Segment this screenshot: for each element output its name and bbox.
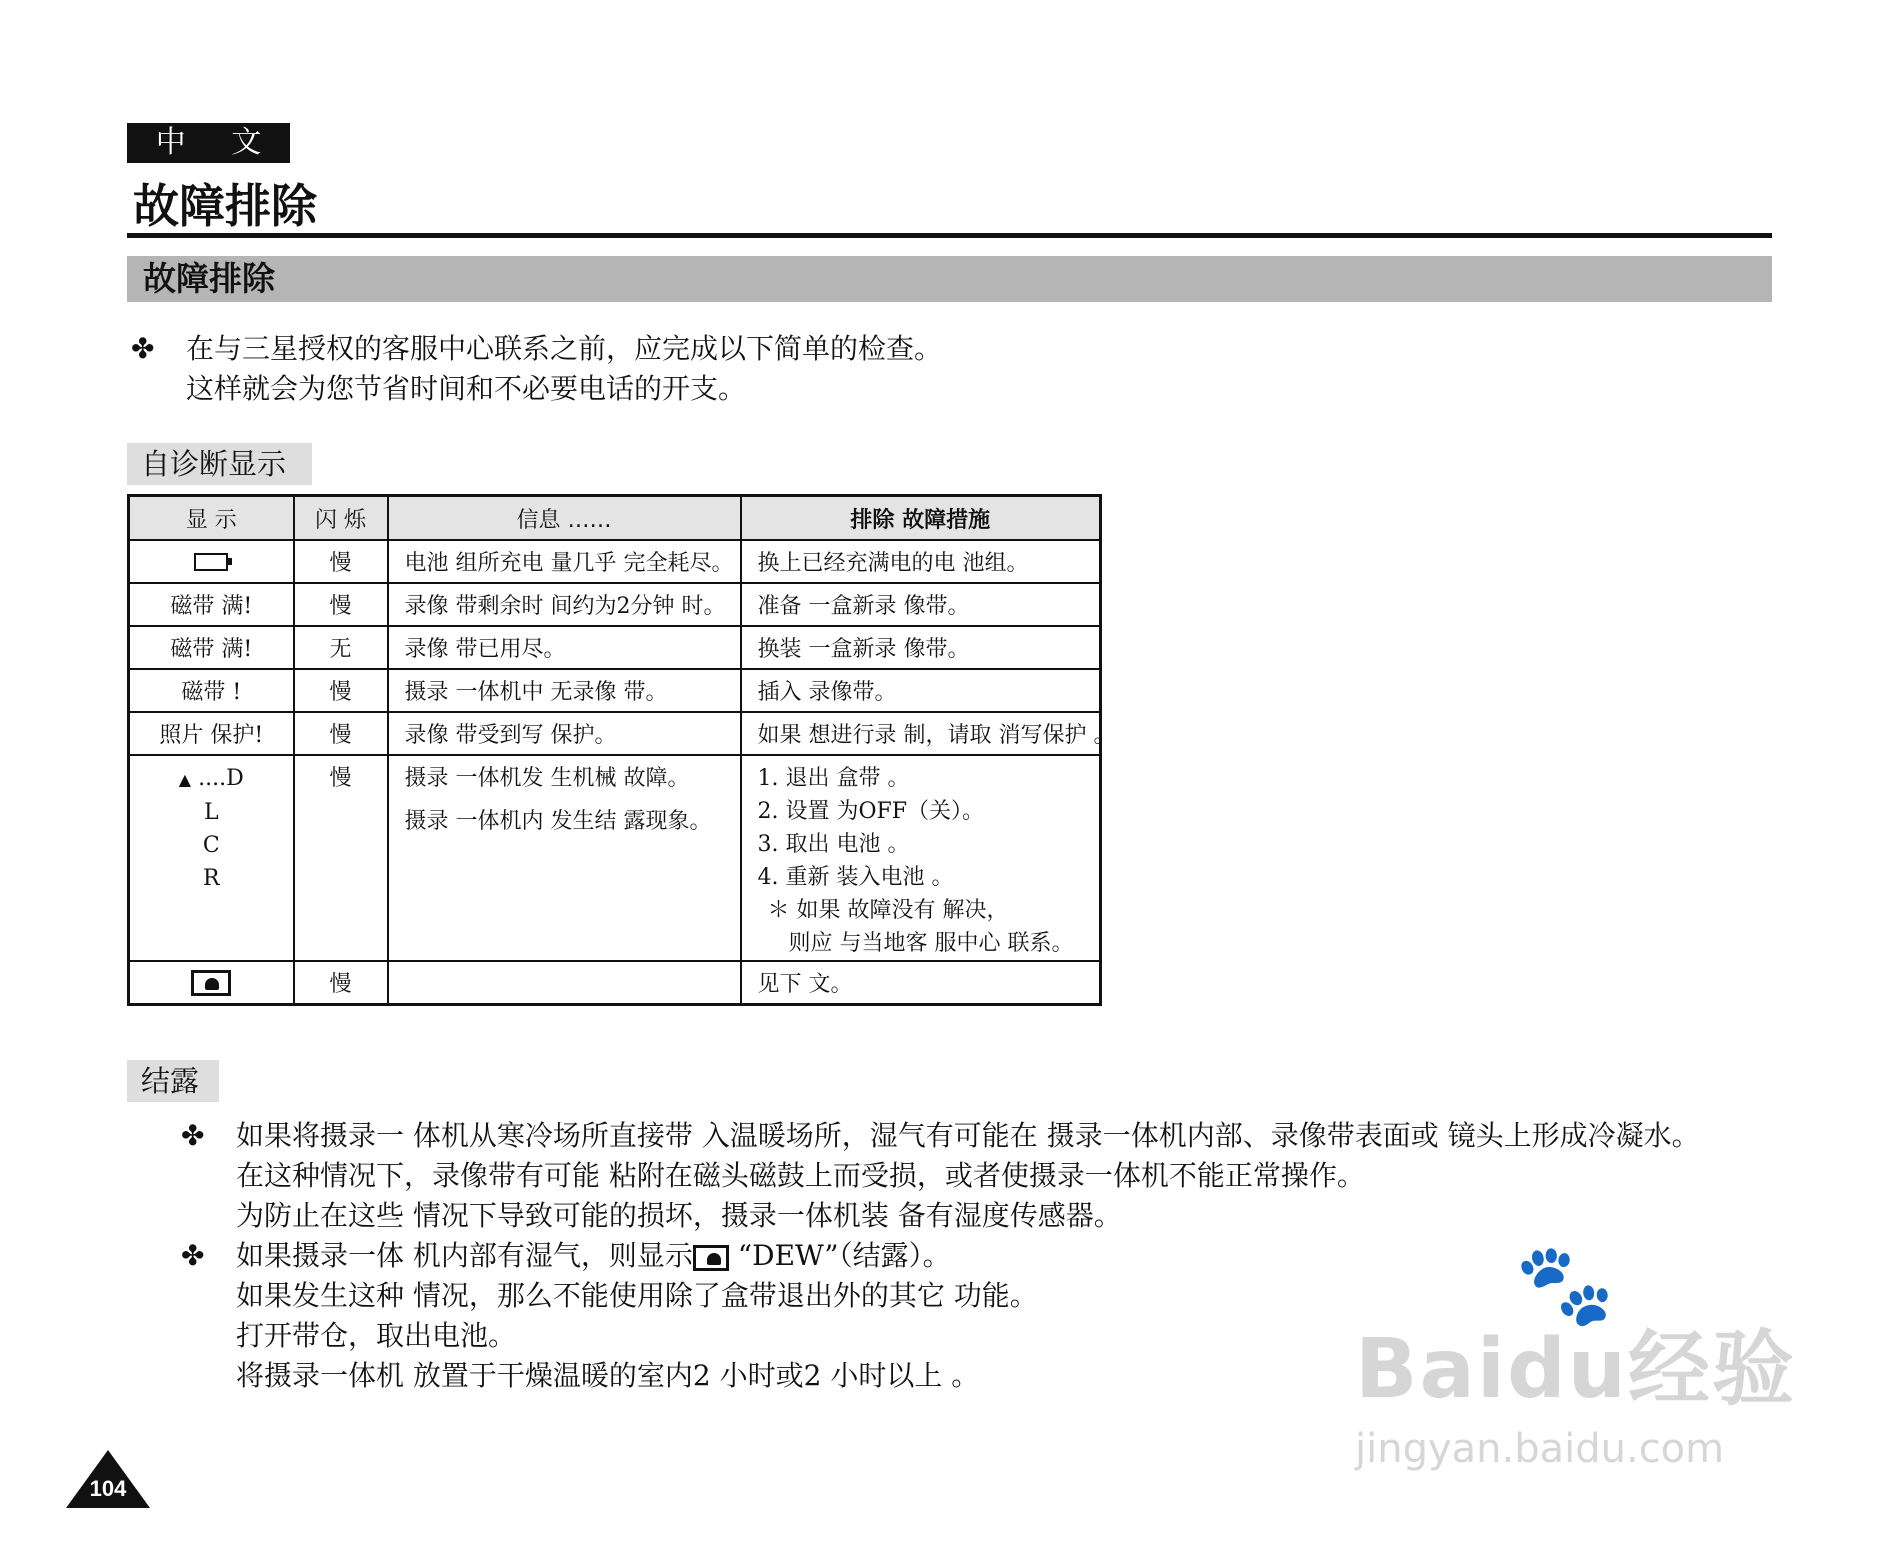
self-diagnosis-table bbox=[127, 494, 1116, 1006]
self-diagnosis-heading: 自诊断显示 bbox=[127, 443, 312, 485]
blink-cell: 无 bbox=[294, 626, 388, 669]
table-row bbox=[129, 540, 1101, 583]
action-step: 1. 退出 盒带 。 bbox=[757, 766, 910, 791]
message-cell: 录像 带已用尽。 bbox=[388, 626, 741, 669]
bullet-icon: ✤ bbox=[181, 1239, 205, 1272]
action-cell: 换装 一盒新录 像带。 bbox=[741, 626, 1101, 669]
message-cell: 录像 带剩余时 间约为2分钟 时。 bbox=[388, 583, 741, 626]
message-cell bbox=[388, 755, 741, 961]
action-step: 4. 重新 装入电池 。 bbox=[757, 865, 954, 890]
dew-line: 为防止在这些 情况下导致可能的损坏，摄录一体机装 备有湿度传感器。 bbox=[236, 1199, 1122, 1232]
dew-heading: 结露 bbox=[127, 1060, 219, 1102]
message-line: 摄录 一体机内 发生结 露现象。 bbox=[404, 809, 712, 834]
dew-icon bbox=[191, 970, 231, 996]
dew-paragraph-1 bbox=[236, 1116, 1700, 1236]
blink-cell: 慢 bbox=[294, 755, 388, 961]
intro-line: 在与三星授权的客服中心联系之前，应完成以下简单的检查。 bbox=[186, 332, 943, 365]
table-row bbox=[129, 961, 1101, 1005]
display-cell: 磁带 满! bbox=[129, 583, 294, 626]
display-cell: 磁带 ! bbox=[129, 669, 294, 712]
blink-cell: 慢 bbox=[294, 669, 388, 712]
drum-warning: ▲ ....D bbox=[178, 766, 244, 791]
column-header-message: 信息 …… bbox=[388, 496, 741, 541]
display-cell bbox=[129, 755, 294, 961]
blink-cell: 慢 bbox=[294, 583, 388, 626]
dew-line: 如果摄录一体 机内部有湿气，则显示 “DEW”（结露）。 bbox=[236, 1239, 951, 1272]
intro-text bbox=[186, 329, 942, 409]
bullet-icon: ✤ bbox=[131, 332, 155, 365]
message-cell: 电池 组所充电 量几乎 完全耗尽。 bbox=[388, 540, 741, 583]
action-step: 3. 取出 电池 。 bbox=[757, 832, 910, 857]
blink-cell: 慢 bbox=[294, 712, 388, 755]
dew-icon bbox=[693, 1245, 729, 1271]
dew-paragraph-2 bbox=[236, 1236, 1038, 1396]
paw-icon: 🐾 bbox=[1515, 1238, 1615, 1331]
battery-icon bbox=[194, 553, 228, 571]
action-note: ＊ 如果 故障没有 解决， bbox=[767, 898, 1009, 923]
message-line: 摄录 一体机发 生机械 故障。 bbox=[404, 766, 690, 791]
eject-icon: ▲ bbox=[178, 770, 192, 789]
display-cell: 磁带 满! bbox=[129, 626, 294, 669]
title-rule bbox=[127, 233, 1772, 238]
message-cell: 录像 带受到写 保护。 bbox=[388, 712, 741, 755]
table-row bbox=[129, 583, 1101, 626]
action-step: 2. 设置 为OFF（关）。 bbox=[757, 799, 985, 824]
watermark-brand: Baidu经验 bbox=[1355, 1322, 1797, 1417]
drum-warning-line: L bbox=[203, 800, 219, 825]
language-tag: 中 文 bbox=[127, 123, 290, 163]
watermark-url: jingyan.baidu.com bbox=[1355, 1426, 1725, 1472]
drum-warning-line: C bbox=[202, 833, 220, 858]
blink-cell: 慢 bbox=[294, 540, 388, 583]
page-number: 104 bbox=[89, 1476, 127, 1501]
page-title: 故障排除 bbox=[133, 179, 317, 233]
table-row bbox=[129, 626, 1101, 669]
table-header-row bbox=[129, 496, 1101, 541]
message-cell bbox=[388, 961, 741, 1005]
intro-line: 这样就会为您节省时间和不必要电话的开支。 bbox=[186, 372, 747, 405]
action-cell bbox=[741, 755, 1101, 961]
message-cell: 摄录 一体机中 无录像 带。 bbox=[388, 669, 741, 712]
column-header-action: 排除 故障措施 bbox=[741, 496, 1101, 541]
dew-line: 在这种情况下，录像带有可能 粘附在磁头磁鼓上而受损，或者使摄录一体机不能正常操作。 bbox=[236, 1159, 1365, 1192]
table-row bbox=[129, 755, 1101, 961]
display-cell bbox=[129, 540, 294, 583]
dew-line: 如果发生这种 情况，那么不能使用除了盒带退出外的其它 功能。 bbox=[236, 1279, 1038, 1312]
action-cell: 如果 想进行录 制，请取 消写保护 。 bbox=[741, 712, 1101, 755]
action-note: 则应 与当地客 服中心 联系。 bbox=[788, 931, 1074, 956]
action-cell: 见下 文。 bbox=[741, 961, 1101, 1005]
dew-line: 将摄录一体机 放置于干燥温暖的室内2 小时或2 小时以上 。 bbox=[236, 1359, 980, 1392]
action-cell: 换上已经充满电的电 池组。 bbox=[741, 540, 1101, 583]
table-row bbox=[129, 712, 1101, 755]
dew-line: 如果将摄录一 体机从寒冷场所直接带 入温暖场所，湿气有可能在 摄录一体机内部、录像带表面或 镜头上形成冷凝水。 bbox=[236, 1119, 1700, 1152]
action-cell: 插入 录像带。 bbox=[741, 669, 1101, 712]
watermark bbox=[1355, 1238, 1797, 1495]
column-header-blink: 闪 烁 bbox=[294, 496, 388, 541]
blink-cell: 慢 bbox=[294, 961, 388, 1005]
display-cell bbox=[129, 961, 294, 1005]
display-cell: 照片 保护! bbox=[129, 712, 294, 755]
bullet-icon: ✤ bbox=[181, 1119, 205, 1152]
column-header-display: 显 示 bbox=[129, 496, 294, 541]
dew-line: 打开带仓，取出电池。 bbox=[236, 1319, 517, 1352]
table-row bbox=[129, 669, 1101, 712]
drum-warning-line: R bbox=[202, 866, 220, 891]
section-heading: 故障排除 bbox=[127, 256, 1772, 302]
action-cell: 准备 一盒新录 像带。 bbox=[741, 583, 1101, 626]
